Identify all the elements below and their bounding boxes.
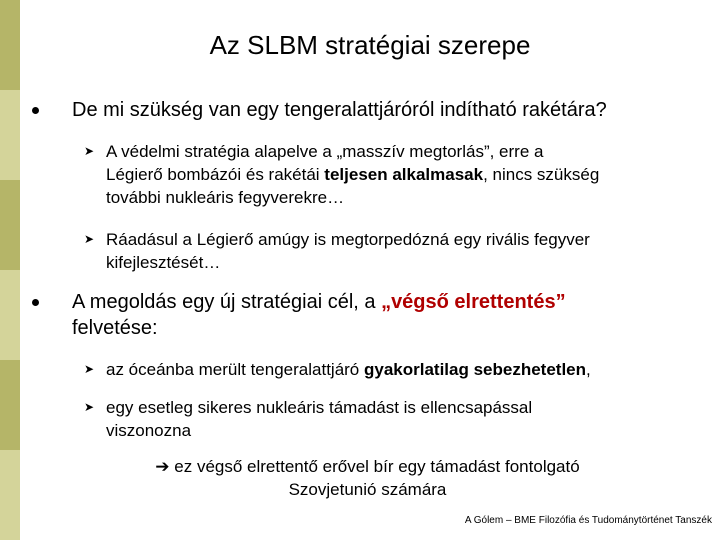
bullet-dot-icon	[32, 299, 39, 306]
footer-credit: A Gólem – BME Filozófia és Tudománytörténet Tanszék	[464, 515, 712, 526]
conclusion-text: ➔ ez végső elrettentő erővel bír egy támadást fontolgató Szovjetunió számára	[155, 457, 580, 499]
bullet-solution-text: A megoldás egy új stratégiai cél, a „végső elrettentés” felvetése:	[72, 291, 566, 339]
sub-bullet-text: Ráadásul a Légierő amúgy is megtorpedózná egy rivális fegyver kifejlesztését…	[106, 230, 590, 272]
bullet-dot-icon	[32, 107, 39, 114]
bar-segment	[0, 360, 20, 450]
sub-bullet-text: egy esetleg sikeres nukleáris támadást is ellencsapással viszonozna	[106, 398, 533, 440]
bullet-question-text: De mi szükség van egy tengeralattjáróról indítható rakétára?	[72, 99, 607, 121]
bar-segment	[0, 90, 20, 180]
left-decorative-bar	[0, 0, 20, 540]
arrow-bullet-icon: ➤	[84, 362, 95, 376]
bar-segment	[0, 270, 20, 360]
bar-segment	[0, 180, 20, 270]
bar-segment	[0, 0, 20, 90]
bar-segment	[0, 450, 20, 540]
arrow-bullet-icon: ➤	[84, 144, 95, 158]
sub-bullet-text: az óceánba merült tengeralattjáró gyakorlatilag sebezhetetlen,	[106, 360, 591, 379]
sub-bullet-text: A védelmi stratégia alapelve a „masszív megtorlás”, erre a Légierő bombázói és rakétái teljesen alkalmasak, nincs szükség további nukleáris fegyverekre…	[106, 142, 600, 207]
arrow-bullet-icon: ➤	[84, 232, 95, 246]
highlighted-term: „végső elrettentés”	[381, 291, 566, 313]
right-arrow-icon: ➔	[155, 457, 170, 476]
arrow-bullet-icon: ➤	[84, 400, 95, 414]
slide-title: Az SLBM stratégiai szerepe	[209, 30, 531, 60]
